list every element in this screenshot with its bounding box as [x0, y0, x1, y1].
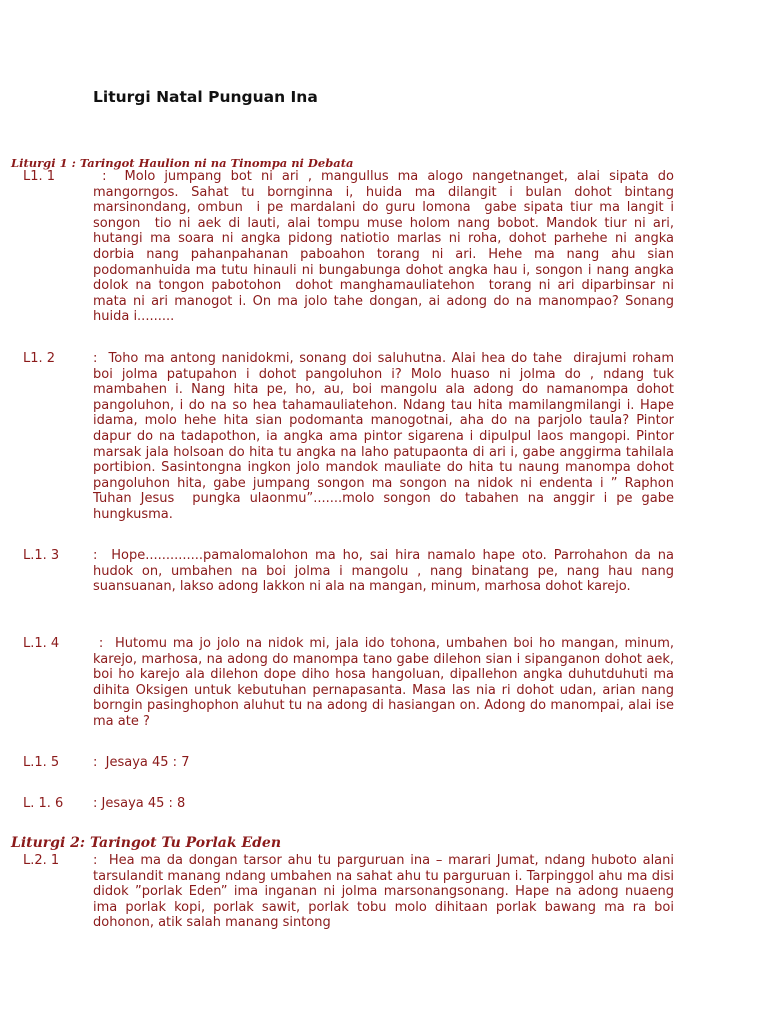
entry-text: : Molo jumpang bot ni ari , mangullus ma alogo nangetnanget, alai sipata do mangorngos. Sahat tu bornginna i, huida ma dilangit i bulan dohot bintang marsinondang, ombun i pe mardalani do guru lomona gabe sipata tiur ma langit i songon tio ni aek di lauti, alai tompu muse holom nang bobot. Mandok tiur ni ari, hutangi ma soara ni angka pidong natiotio marlas ni roha, dohot parhehe ni angka dorbia nang pahanpahanan paboahon torang ni ari. Hehe ma nang ahu sian podomanhuida ma tutu hinauli ni bungabunga dohot angka hau i, songon i nang angka dolok na tongon pabotohon dohot manghamauliatehon torang ni ari diparbinsar ni mata ni ari manogot i. On ma jolo tahe dongan, ai adong do na manompao? Sonang huida i......... [93, 169, 679, 325]
entry-text: : Toho ma antong nanidokmi, sonang doi saluhutna. Alai hea do tahe dirajumi roham boi jolma patupahon i dohot pangoluhon i? Molo huaso ni jolma do , ndang tuk mambahen i. Nang hita pe, ho, au, boi mangolu ala adong do namanompa dohot pangoluhon, i do na so hea tahamauliatehon. Ndang tau hita mamilangmilangi i. Hape idama, molo hehe hita sian podomanta manogotnai, aha do na parjolo taula? Pintor dapur do na tadapothon, ia angka ama pintor sigarena i dipulpul laos mangopi. Pintor marsak jala holsoan do hita tu angka na laho patupaonta di ari i, gabe anggirma tahilala portibion. Sasintongna ingkon jolo mandok mauliate do hita tu naung manompa dohot pangoluhon hita, gabe jumpang songon ma songon na nidok ni endenta i ” Raphon Tuhan Jesus pungka ulaonmu”.......molo songon do tabahen na anggir i pe gabe hungkusma. [93, 351, 679, 522]
entry-text: : Jesaya 45 : 7 [93, 755, 190, 770]
entry-label: L1. 1 [23, 169, 56, 184]
entry-label: L1. 2 [23, 351, 56, 366]
entry-label: L. 1. 6 [23, 796, 64, 811]
section-heading-liturgi-2: Liturgi 2: Taringot Tu Porlak Eden [11, 835, 281, 851]
entry-label: L.1. 4 [23, 636, 60, 651]
entry-text: : Jesaya 45 : 8 [93, 796, 186, 811]
entry-label: L.2. 1 [23, 853, 60, 868]
document-title: Liturgi Natal Punguan Ina [93, 88, 318, 106]
entry-text: : Hea ma da dongan tarsor ahu tu parguruan ina – marari Jumat, ndang huboto alani tarsulandit manang ndang umbahen na sahat ahu tu parguruan i. Tarpinggol ahu ma disi didok ”porlak Eden” ima inganan ni jolma marsonangsonang. Hape na adong nuaeng ima porlak kopi, porlak sawit, porlak tobu molo dihitaan porlak bawang ma ra boi dohonon, atik salah manang sintong [93, 853, 679, 931]
entry-label: L.1. 3 [23, 548, 60, 563]
section-heading-liturgi-1: Liturgi 1 : Taringot Haulion ni na Tinompa ni Debata [11, 156, 354, 170]
entry-text: : Hutomu ma jo jolo na nidok mi, jala ido tohona, umbahen boi ho mangan, minum, karejo, marhosa, na adong do manompa tano gabe dilehon sian i sipanganon dohot aek, boi ho karejo ala dilehon dope diho hosa hangoluan, dipallehon angka duhutduhuti ma dihita Oksigen untuk kebutuhan pernapasanta. Masa las nia ri dohot udan, arian nang borngin pasinghophon aluhut tu na adong di hasiangan on. Adong do manompai, alai ise ma ate ? [93, 636, 679, 729]
entry-label: L.1. 5 [23, 755, 60, 770]
entry-text: : Hope..............pamalomalohon ma ho, sai hira namalo hape oto. Parrohahon da na hudok on, umbahen na boi jolma i mangolu , nang binatang pe, nang hau nang suansuanan, lakso adong lakkon ni ala na mangan, minum, marhosa dohot karejo. [93, 548, 679, 595]
